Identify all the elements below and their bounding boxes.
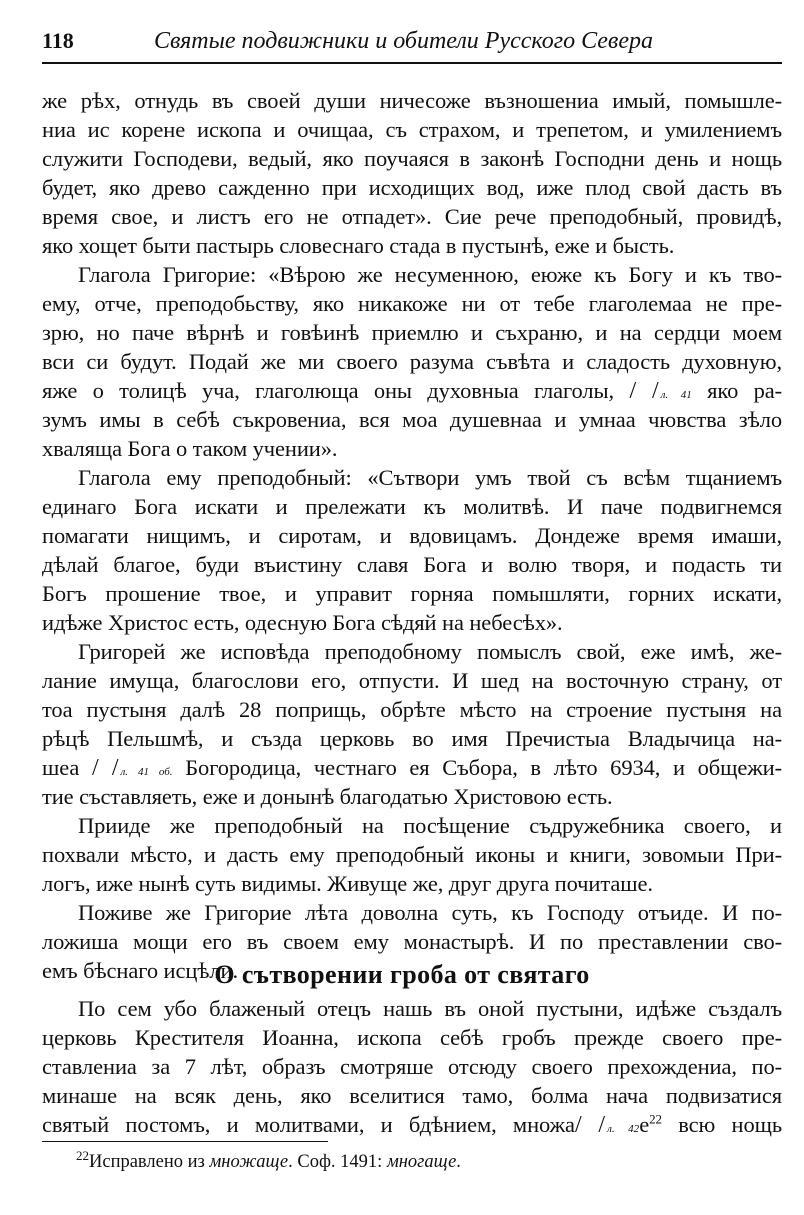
text-line: церковь Крестителя Иоанна, ископа себѣ гробъ прежде своего пре- (42, 1025, 782, 1050)
footnote-ref[interactable]: 22 (649, 1111, 662, 1127)
footnote-rule (42, 1141, 328, 1142)
text-line: Глагола ему преподобный: «Сътвори умъ твой съ всѣм тщаниемъ (78, 465, 782, 490)
text-line: ложиша мощи его въ своем ему монастырѣ. И по преставлении сво- (42, 929, 782, 954)
text-line: рѣцѣ Пельшмѣ, и създа церковь во имя Пречистыа Владычица на- (42, 726, 782, 751)
text-line: ему, отче, преподобьству, яко никакоже ни от тебе глаголемаа не пре- (42, 291, 782, 316)
text-line: тоа пустыня далѣ 28 поприщь, обрѣте мѣсто на строение пустыня на (42, 697, 782, 722)
text-line: Поживе же Григорие лѣта доволна суть, къ Господу отъиде. И по- (78, 900, 782, 925)
text-line: минаше на всяк день, яко вселитися тамо, болма нача подвизатися (42, 1083, 782, 1108)
text-line: емъ бѣснаго исцѣли. (42, 958, 238, 983)
text-line: будет, яко древо сажденно при исходищих вод, иже плод свой дасть въ (42, 175, 782, 200)
folio-marker: / / л. 41 об. (91, 755, 173, 781)
text-line: Богъ прошение твое, и управит горняа помышляти, горних искати, (42, 581, 782, 606)
footnote-text: . (456, 1152, 461, 1172)
text-line-with-folio (42, 753, 782, 782)
section-text (42, 994, 782, 1139)
text-segment: е (639, 1112, 650, 1137)
text-line: же рѣх, отнудь въ своей души ничесоже възношениа имый, помышле- (42, 88, 782, 113)
footnote-word: множаще (209, 1152, 289, 1172)
text-line: По сем убо блаженый отецъ нашь въ оной пустыни, идѣже създалъ (78, 996, 782, 1021)
footnote-word: многаще (386, 1152, 457, 1172)
main-text (42, 86, 782, 985)
text-segment: яко ра- (707, 378, 783, 403)
text-line: зумъ имы в себѣ съкровениа, вся моа душевнаа и умнаа чювства зѣло (42, 407, 782, 432)
text-segment: святый постомъ, и молитвами, и бдѣнием, множа (42, 1112, 575, 1137)
footnote-text: . Соф. 1491: (288, 1152, 387, 1172)
text-line: ниа ис корене ископа и очищаа, съ страхом, и трепетом, и умилениемъ (42, 117, 782, 142)
text-line: служити Господеви, ведый, яко поучаяся в законѣ Господни день и нощь (42, 146, 782, 171)
text-line-with-folio (42, 1110, 782, 1139)
text-line: зрю, но паче вѣрнѣ и говѣинѣ приемлю и съхраню, и на сердци моем (42, 320, 782, 345)
text-line: помагати нищимъ, и сиротам, и вдовицамъ. Дондеже время имаши, (42, 523, 782, 548)
footnote (76, 1147, 461, 1174)
footnote-number: 22 (76, 1147, 89, 1163)
section-heading: О сътворении гроба от святаго (214, 960, 590, 989)
text-line: вси си будут. Подай же ми своего разума съвѣта и сладость духовную, (42, 349, 782, 374)
page-header (42, 28, 782, 58)
folio-marker: / / л. 42 (574, 1112, 640, 1138)
text-line: логъ, иже нынѣ суть видимы. Живуще же, друг друга почиташе. (42, 871, 653, 896)
footnote-text: Исправлено из (89, 1152, 210, 1172)
text-line: похвали мѣсто, и дасть ему преподобный иконы и книги, зовомыи При- (42, 842, 782, 867)
text-line: идѣже Христос есть, одесную Бога сѣдяй на небесѣх». (42, 610, 563, 635)
folio-marker: / / л. 41 (629, 378, 692, 404)
text-line: ставлениа за 7 лѣт, образъ смотряше отсюду своего прехождениа, по- (42, 1054, 782, 1079)
text-line: Григорей же исповѣда преподобному помыслъ свой, еже имѣ, же- (78, 639, 782, 664)
text-segment: Богородица, честнаго ея Събора, в лѣто 6934, и общежи- (185, 755, 783, 780)
text-line: лание имуща, благослови его, отпусти. И шед на восточную страну, от (42, 668, 782, 693)
text-line: яко хощет быти пастырь словеснаго стада в пустынѣ, еже и бысть. (42, 233, 675, 258)
text-segment: всю нощь (678, 1112, 783, 1137)
text-segment: яже о толицѣ уча, глаголюща оны духовныа глаголы, (42, 378, 615, 403)
text-line: хваляща Бога о таком учении». (42, 436, 338, 461)
text-line-with-folio (42, 376, 782, 405)
header-rule (42, 62, 782, 64)
text-line: дѣлай благое, буди въистину славя Бога и волю творя, и подасть ти (42, 552, 782, 577)
text-line: Прииде же преподобный на посѣщение съдружебника своего, и (78, 813, 782, 838)
running-title: Святые подвижники и обители Русского Севера (154, 28, 653, 54)
text-line: тие съставляеть, еже и донынѣ благодатью Христовою есть. (42, 784, 613, 809)
text-line: единаго Бога искати и прележати къ молитвѣ. И паче подвигнемся (42, 494, 782, 519)
text-line: время свое, и листъ его не отпадет». Сие рече преподобный, провидѣ, (42, 204, 782, 229)
page-number: 118 (42, 28, 74, 53)
text-line: Глагола Григорие: «Вѣрою же несуменною, еюже къ Богу и къ тво- (78, 262, 782, 287)
text-segment: шеа (42, 755, 80, 780)
